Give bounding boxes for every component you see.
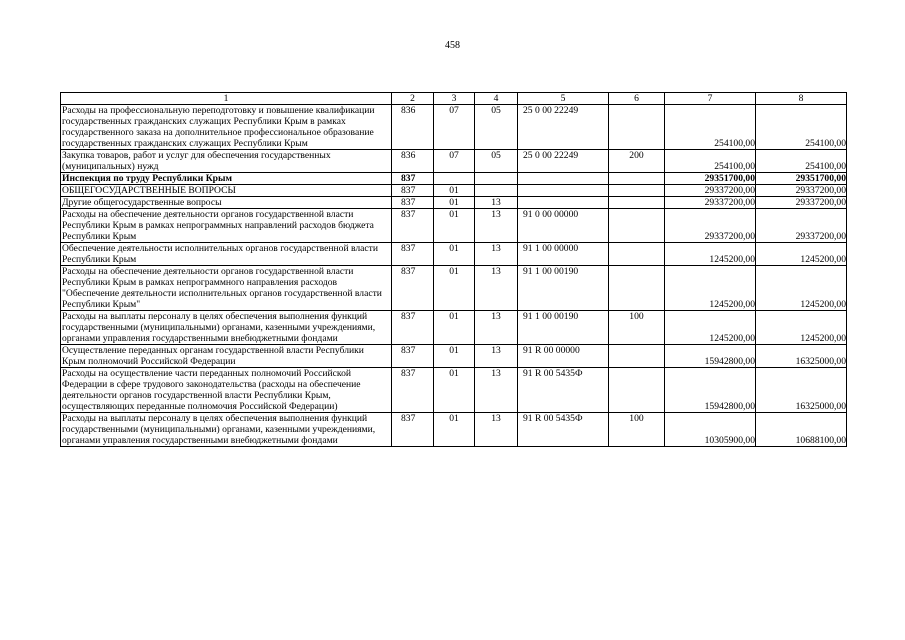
table-row bbox=[61, 105, 847, 150]
section-code-cell: 01 bbox=[434, 209, 475, 243]
subsection-code-cell: 13 bbox=[475, 209, 518, 243]
amount-year1-cell: 1245200,00 bbox=[665, 311, 756, 345]
row-name-cell: Расходы на обеспечение деятельности органов государственной власти Республики Крым в рамках непрограммных направлений расходов бюджета Республики Крым bbox=[61, 209, 392, 243]
section-code-cell: 01 bbox=[434, 368, 475, 413]
row-name-cell: Закупка товаров, работ и услуг для обеспечения государственных (муниципальных) нужд bbox=[61, 150, 392, 173]
amount-year2-cell: 29337200,00 bbox=[756, 197, 847, 209]
target-article-cell: 91 R 00 5435Ф bbox=[518, 368, 609, 413]
column-header: 3 bbox=[434, 93, 475, 105]
section-code-cell: 07 bbox=[434, 105, 475, 150]
section-code-cell: 07 bbox=[434, 150, 475, 173]
table-row bbox=[61, 150, 847, 173]
expense-type-cell bbox=[609, 197, 665, 209]
section-code-cell: 01 bbox=[434, 413, 475, 447]
amount-year2-cell: 254100,00 bbox=[756, 105, 847, 150]
table-row bbox=[61, 345, 847, 368]
subsection-code-cell bbox=[475, 185, 518, 197]
amount-year1-cell: 254100,00 bbox=[665, 150, 756, 173]
target-article-cell: 91 1 00 00190 bbox=[518, 266, 609, 311]
target-article-cell: 91 1 00 00000 bbox=[518, 243, 609, 266]
target-article-cell: 25 0 00 22249 bbox=[518, 150, 609, 173]
expense-type-cell bbox=[609, 266, 665, 311]
amount-year2-cell: 16325000,00 bbox=[756, 345, 847, 368]
amount-year1-cell: 29337200,00 bbox=[665, 185, 756, 197]
row-name-cell: Инспекция по труду Республики Крым bbox=[61, 173, 392, 185]
subsection-code-cell: 05 bbox=[475, 150, 518, 173]
table-row bbox=[61, 197, 847, 209]
column-header: 7 bbox=[665, 93, 756, 105]
row-name-cell: Обеспечение деятельности исполнительных органов государственной власти Республики Крым bbox=[61, 243, 392, 266]
expense-type-cell: 200 bbox=[609, 150, 665, 173]
amount-year2-cell: 1245200,00 bbox=[756, 311, 847, 345]
amount-year1-cell: 29337200,00 bbox=[665, 197, 756, 209]
target-article-cell: 91 R 00 00000 bbox=[518, 345, 609, 368]
target-article-cell bbox=[518, 185, 609, 197]
amount-year2-cell: 1245200,00 bbox=[756, 266, 847, 311]
amount-year1-cell: 1245200,00 bbox=[665, 243, 756, 266]
amount-year1-cell: 15942800,00 bbox=[665, 345, 756, 368]
expense-type-cell bbox=[609, 368, 665, 413]
row-name-cell: Расходы на обеспечение деятельности органов государственной власти Республики Крым в рамках непрограммного направления расходов "Обеспечение деятельности исполнительных органов государственной власти Республики Крым" bbox=[61, 266, 392, 311]
column-header: 1 bbox=[61, 93, 392, 105]
amount-year2-cell: 1245200,00 bbox=[756, 243, 847, 266]
amount-year2-cell: 254100,00 bbox=[756, 150, 847, 173]
section-code-cell: 01 bbox=[434, 197, 475, 209]
expense-type-cell bbox=[609, 209, 665, 243]
table-row bbox=[61, 266, 847, 311]
amount-year2-cell: 10688100,00 bbox=[756, 413, 847, 447]
target-article-cell: 25 0 00 22249 bbox=[518, 105, 609, 150]
column-header: 6 bbox=[609, 93, 665, 105]
section-code-cell: 01 bbox=[434, 185, 475, 197]
agency-code-cell: 836 bbox=[392, 150, 434, 173]
table-row bbox=[61, 185, 847, 197]
column-header: 5 bbox=[518, 93, 609, 105]
expense-type-cell bbox=[609, 243, 665, 266]
amount-year1-cell: 29351700,00 bbox=[665, 173, 756, 185]
agency-code-cell: 837 bbox=[392, 413, 434, 447]
subsection-code-cell: 13 bbox=[475, 197, 518, 209]
section-code-cell bbox=[434, 173, 475, 185]
table-row bbox=[61, 368, 847, 413]
agency-code-cell: 837 bbox=[392, 197, 434, 209]
subsection-code-cell: 13 bbox=[475, 368, 518, 413]
row-name-cell: Осуществление переданных органам государственной власти Республики Крым полномочий Российской Федерации bbox=[61, 345, 392, 368]
column-header: 8 bbox=[756, 93, 847, 105]
subsection-code-cell: 13 bbox=[475, 266, 518, 311]
target-article-cell bbox=[518, 173, 609, 185]
amount-year1-cell: 29337200,00 bbox=[665, 209, 756, 243]
expense-type-cell: 100 bbox=[609, 311, 665, 345]
column-header: 4 bbox=[475, 93, 518, 105]
amount-year2-cell: 16325000,00 bbox=[756, 368, 847, 413]
row-name-cell: ОБЩЕГОСУДАРСТВЕННЫЕ ВОПРОСЫ bbox=[61, 185, 392, 197]
section-code-cell: 01 bbox=[434, 311, 475, 345]
table-body bbox=[61, 93, 847, 447]
subsection-code-cell: 05 bbox=[475, 105, 518, 150]
amount-year2-cell: 29351700,00 bbox=[756, 173, 847, 185]
amount-year1-cell: 1245200,00 bbox=[665, 266, 756, 311]
agency-code-cell: 837 bbox=[392, 243, 434, 266]
amount-year1-cell: 10305900,00 bbox=[665, 413, 756, 447]
amount-year2-cell: 29337200,00 bbox=[756, 185, 847, 197]
expense-type-cell bbox=[609, 173, 665, 185]
subsection-code-cell bbox=[475, 173, 518, 185]
agency-code-cell: 837 bbox=[392, 173, 434, 185]
expense-type-cell bbox=[609, 185, 665, 197]
target-article-cell: 91 R 00 5435Ф bbox=[518, 413, 609, 447]
subsection-code-cell: 13 bbox=[475, 243, 518, 266]
amount-year2-cell: 29337200,00 bbox=[756, 209, 847, 243]
table-row bbox=[61, 209, 847, 243]
expense-type-cell bbox=[609, 105, 665, 150]
agency-code-cell: 837 bbox=[392, 368, 434, 413]
expense-type-cell: 100 bbox=[609, 413, 665, 447]
table-row bbox=[61, 311, 847, 345]
column-header: 2 bbox=[392, 93, 434, 105]
row-name-cell: Другие общегосударственные вопросы bbox=[61, 197, 392, 209]
target-article-cell: 91 1 00 00190 bbox=[518, 311, 609, 345]
section-code-cell: 01 bbox=[434, 243, 475, 266]
table-row bbox=[61, 243, 847, 266]
amount-year1-cell: 15942800,00 bbox=[665, 368, 756, 413]
agency-code-cell: 837 bbox=[392, 311, 434, 345]
expense-type-cell bbox=[609, 345, 665, 368]
agency-code-cell: 837 bbox=[392, 209, 434, 243]
table-row bbox=[61, 173, 847, 185]
agency-code-cell: 836 bbox=[392, 105, 434, 150]
budget-table bbox=[60, 92, 847, 447]
row-name-cell: Расходы на профессиональную переподготовку и повышение квалификации государственных гражданских служащих Республики Крым в рамках государственного заказа на дополнительное профессиональное образование государственных гражданских служащих Республики Крым bbox=[61, 105, 392, 150]
subsection-code-cell: 13 bbox=[475, 413, 518, 447]
row-name-cell: Расходы на выплаты персоналу в целях обеспечения выполнения функций государственными (муниципальными) органами, казенными учреждениями, органами управления государственными внебюджетными фондами bbox=[61, 413, 392, 447]
subsection-code-cell: 13 bbox=[475, 311, 518, 345]
target-article-cell: 91 0 00 00000 bbox=[518, 209, 609, 243]
header-row bbox=[61, 93, 847, 105]
row-name-cell: Расходы на осуществление части переданных полномочий Российской Федерации в сфере трудового законодательства (расходы на обеспечение деятельности органов государственной власти Республики Крым, осуществляющих переданные полномочия Российской Федерации) bbox=[61, 368, 392, 413]
table-row bbox=[61, 413, 847, 447]
page-number: 458 bbox=[445, 40, 460, 51]
agency-code-cell: 837 bbox=[392, 266, 434, 311]
target-article-cell bbox=[518, 197, 609, 209]
section-code-cell: 01 bbox=[434, 266, 475, 311]
amount-year1-cell: 254100,00 bbox=[665, 105, 756, 150]
section-code-cell: 01 bbox=[434, 345, 475, 368]
row-name-cell: Расходы на выплаты персоналу в целях обеспечения выполнения функций государственными (муниципальными) органами, казенными учреждениями, органами управления государственными внебюджетными фондами bbox=[61, 311, 392, 345]
subsection-code-cell: 13 bbox=[475, 345, 518, 368]
agency-code-cell: 837 bbox=[392, 345, 434, 368]
agency-code-cell: 837 bbox=[392, 185, 434, 197]
